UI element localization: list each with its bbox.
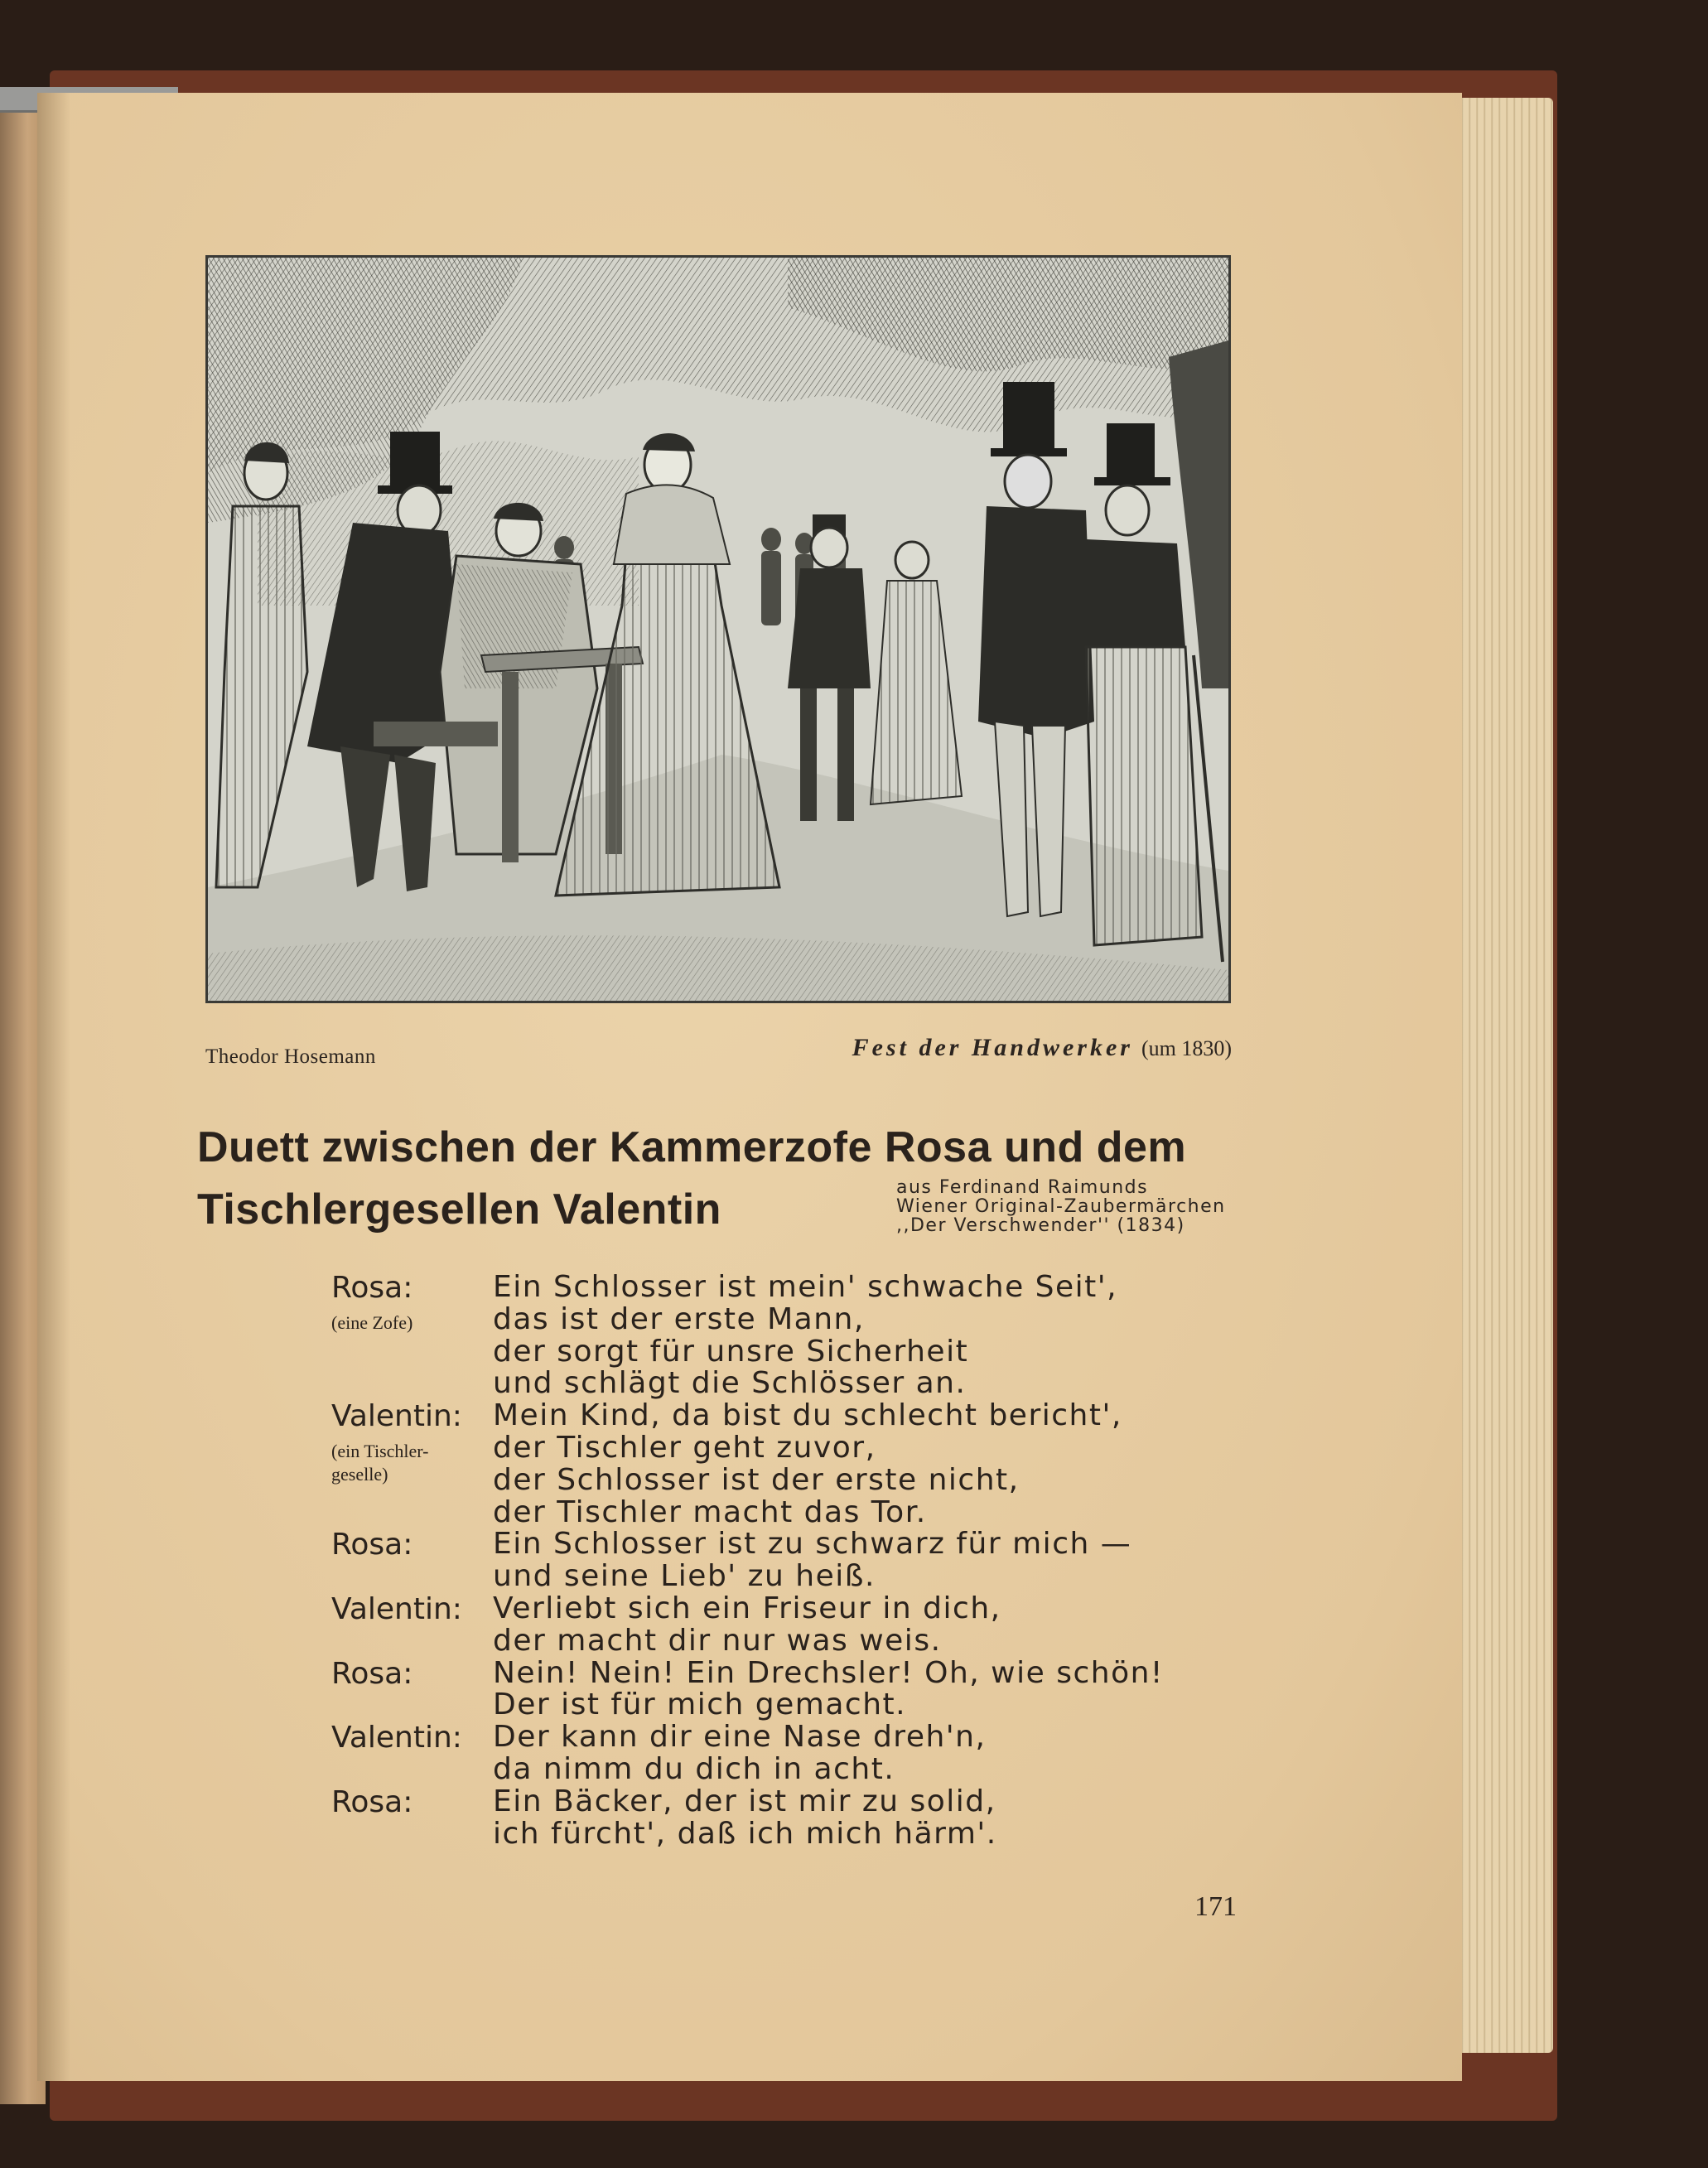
verse-line: Ein Schlosser ist zu schwarz für mich — xyxy=(493,1527,1132,1562)
dialogue-block xyxy=(331,1721,1242,1786)
verse-line: und seine Lieb' zu heiß. xyxy=(493,1559,876,1594)
speaker-label: Rosa: xyxy=(331,1656,413,1691)
speaker-note: (eine Zofe) xyxy=(331,1312,413,1333)
speaker-label: Rosa: xyxy=(331,1528,413,1562)
source-line-1: aus Ferdinand Raimunds xyxy=(896,1177,1149,1198)
verse-line: der sorgt für unsre Sicherheit xyxy=(493,1334,969,1369)
festival-scene-picture xyxy=(208,258,1228,1001)
dialogue-block xyxy=(331,1786,1242,1851)
illustration-date: (um 1830) xyxy=(1141,1036,1232,1060)
speaker-label: Valentin: xyxy=(331,1721,462,1755)
speaker-label: Valentin: xyxy=(331,1399,462,1434)
page-title-line-2: Tischlergesellen Valentin xyxy=(197,1185,721,1234)
verse-line: der Tischler geht zuvor, xyxy=(493,1430,876,1465)
speaker-label: Valentin: xyxy=(331,1591,462,1626)
illustration-title: Fest der Handwerker xyxy=(852,1034,1133,1061)
page-number: 171 xyxy=(1194,1891,1237,1922)
verse-line: Ein Schlosser ist mein' schwache Seit', xyxy=(493,1270,1118,1304)
verse-line: Mein Kind, da bist du schlecht bericht', xyxy=(493,1398,1122,1433)
illustration-artist: Theodor Hosemann xyxy=(205,1045,376,1068)
source-line-2: Wiener Original-Zaubermärchen xyxy=(896,1196,1226,1217)
verse-line: der Tischler macht das Tor. xyxy=(493,1494,927,1529)
speaker-note: (ein Tischler-geselle) xyxy=(331,1441,429,1485)
gutter-shadow xyxy=(37,93,70,2081)
verse-line: Verliebt sich ein Friseur in dich, xyxy=(493,1591,1001,1625)
dialogue-block xyxy=(331,1272,1242,1400)
dialogue-block xyxy=(331,1655,1242,1722)
engraving-illustration xyxy=(205,255,1231,1003)
dialogue-block xyxy=(331,1593,1242,1658)
source-line-3: ,,Der Verschwender'' (1834) xyxy=(896,1215,1185,1236)
verse-line: Der ist für mich gemacht. xyxy=(493,1688,907,1722)
verse-line: der macht dir nur was weis. xyxy=(493,1623,942,1658)
verse-line: Nein! Nein! Ein Drechsler! Oh, wie schön! xyxy=(493,1655,1164,1690)
verse-line: das ist der erste Mann, xyxy=(493,1301,865,1336)
page-title-line-1: Duett zwischen der Kammerzofe Rosa und dem xyxy=(197,1123,1187,1171)
source-attribution xyxy=(896,1178,1244,1235)
verse-line: Der kann dir eine Nase dreh'n, xyxy=(493,1720,987,1755)
speaker-label: Rosa: xyxy=(331,1784,413,1819)
duet-dialogue xyxy=(331,1272,1242,1850)
verse-line: da nimm du dich in acht. xyxy=(493,1751,895,1786)
verse-line: Ein Bäcker, der ist mir zu solid, xyxy=(493,1784,996,1818)
dialogue-block xyxy=(331,1400,1242,1528)
verse-line: und schlägt die Schlösser an. xyxy=(493,1366,967,1401)
verse-line: der Schlosser ist der erste nicht, xyxy=(493,1462,1020,1497)
speaker-label: Rosa: xyxy=(331,1271,413,1305)
illustration-caption xyxy=(852,1034,1232,1062)
verse-line: ich fürcht', daß ich mich härm'. xyxy=(493,1816,997,1851)
dialogue-block xyxy=(331,1528,1242,1593)
